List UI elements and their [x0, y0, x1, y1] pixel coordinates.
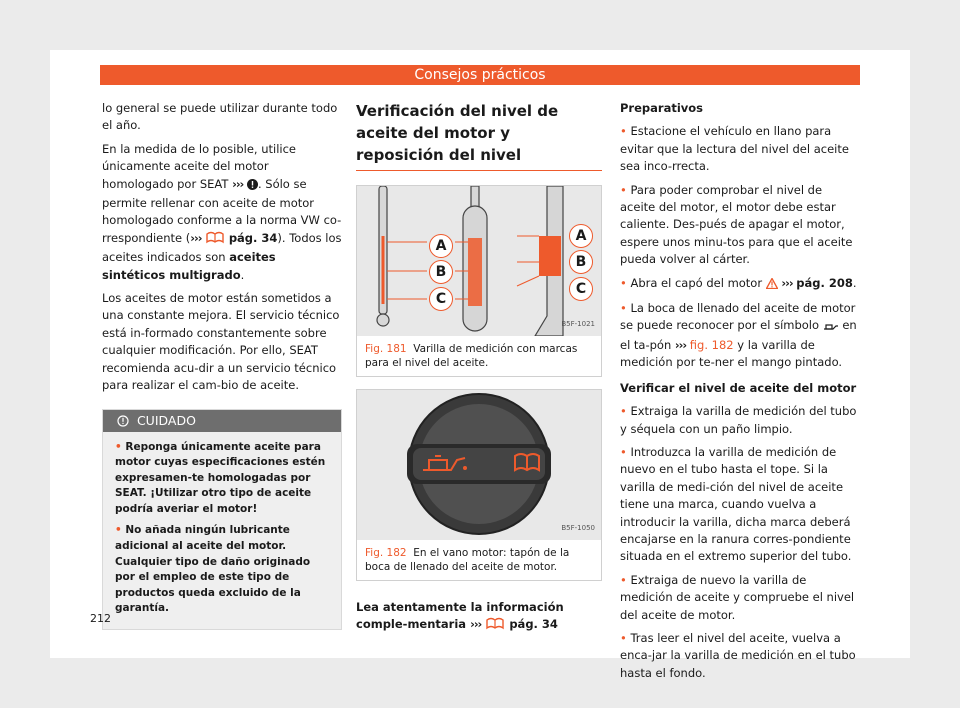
oil-cap-illustration: [357, 390, 601, 540]
book-reference-icon: [205, 231, 225, 249]
list-item: • Estacione el vehículo en llano para evitar que la lectura del nivel del aceite sea inco-rrecta.: [620, 124, 849, 174]
figure-caption: Fig. 182 En el vano motor: tapón de la boca de llenado del aceite de motor.: [365, 547, 570, 573]
list-item: • Abra el capó del motor ››› pág. 208.: [620, 275, 860, 294]
reference-arrows: ›››: [232, 176, 244, 191]
caution-item: • No añada ningún lubricante adicional al aceite del motor. Cualquier tipo de daño originado por el empleo de este tipo de productos queda excluido de la garantía.: [115, 524, 311, 615]
figure-code: B5F-1021: [561, 319, 595, 328]
mark-a-left: A: [429, 234, 453, 258]
book-reference-icon: [485, 617, 505, 635]
list-item: • La boca de llenado del aceite de motor se puede reconocer por el símbolo en el ta-pón ››› fig. 182 y la varilla de medición por te-ner el mango pintado.: [620, 301, 857, 370]
caution-box: [102, 409, 342, 631]
figure-link[interactable]: fig. 182: [689, 337, 734, 352]
mark-b-right: B: [569, 250, 593, 274]
mark-c-left: C: [429, 287, 453, 311]
list-item: • Extraiga de nuevo la varilla de medición de aceite y compruebe el nivel del aceite de motor.: [620, 572, 855, 622]
mark-b-left: B: [429, 260, 453, 284]
subhead-verificar: Verificar el nivel de aceite del motor: [620, 380, 857, 395]
paragraph-3: Los aceites de motor están sometidos a una constante mejora. El servicio técnico está in-formado constantemente sobre cualquier modificación. Por ello, SEAT recomienda acu-dir a un servicio técnico para realizar el cam-bio de aceite.: [102, 291, 340, 393]
section-title: Verificación del nivel de aceite del motor y reposición del nivel: [356, 100, 602, 171]
oil-can-icon: [823, 319, 839, 336]
page-header: Consejos prácticos: [100, 65, 860, 85]
list-item: • Introduzca la varilla de medición de nuevo en el tubo hasta el tope. Si la varilla de medi-ción del nivel de aceite tiene una marca, cuando vuelva a introducir la varilla, dicha marca deberá encajarse en la ranura corres-pondiente situada en el extremo superior del tubo.: [620, 444, 852, 564]
list-item: • Tras leer el nivel del aceite, vuelva a enca-jar la varilla de medición en el tubo hasta el fondo.: [620, 630, 856, 680]
caution-header: CUIDADO: [103, 410, 341, 432]
paragraph-2: En la medida de lo posible, utilice únicamente aceite del motor homologado por SEAT ››› . Sólo se permite rellenar con aceite de motor homologado conforme a la norma VW co-rrespondiente (››› pág. 34). Todos los aceites indicados son aceites sintéticos multigrado.: [102, 141, 342, 282]
read-note: Lea atentamente la información comple-mentaria ››› pág. 34: [356, 599, 602, 636]
caution-item: • Reponga únicamente aceite para motor cuyas especificaciones estén expresamen-te homologadas por SEAT. ¡Utilizar otro tipo de aceite podría averiar el motor!: [115, 440, 326, 515]
mark-c-right: C: [569, 277, 593, 301]
figure-caption: Fig. 181 Varilla de medición con marcas para el nivel del aceite.: [365, 343, 578, 369]
column-middle: [356, 100, 602, 642]
page-link[interactable]: pág. 34: [509, 617, 558, 632]
caution-circle-icon: [117, 412, 129, 434]
page-number: 212: [90, 612, 111, 625]
figure-code: B5F-1050: [561, 523, 595, 532]
figure-181: [356, 185, 602, 377]
warning-triangle-icon: [766, 277, 778, 294]
list-item: • Para poder comprobar el nivel de aceite del motor, el motor debe estar caliente. Des-pués de apagar el motor, espere unos minu-tos para que el aceite pueda volver al cárter.: [620, 182, 853, 267]
page-link[interactable]: pág. 34: [228, 230, 278, 245]
warning-circle-icon: [247, 178, 258, 195]
figure-182: [356, 389, 602, 581]
paragraph-1: lo general se puede utilizar durante todo el año.: [102, 101, 338, 133]
list-item: • Extraiga la varilla de medición del tubo y séquela con un paño limpio.: [620, 404, 857, 436]
column-right: [620, 100, 860, 688]
column-left: [102, 100, 342, 630]
page-link[interactable]: pág. 208: [796, 275, 853, 290]
mark-a-right: A: [569, 224, 593, 248]
caution-body: [103, 432, 341, 630]
dipstick-illustration: [357, 186, 601, 336]
subhead-preparativos: Preparativos: [620, 101, 704, 115]
